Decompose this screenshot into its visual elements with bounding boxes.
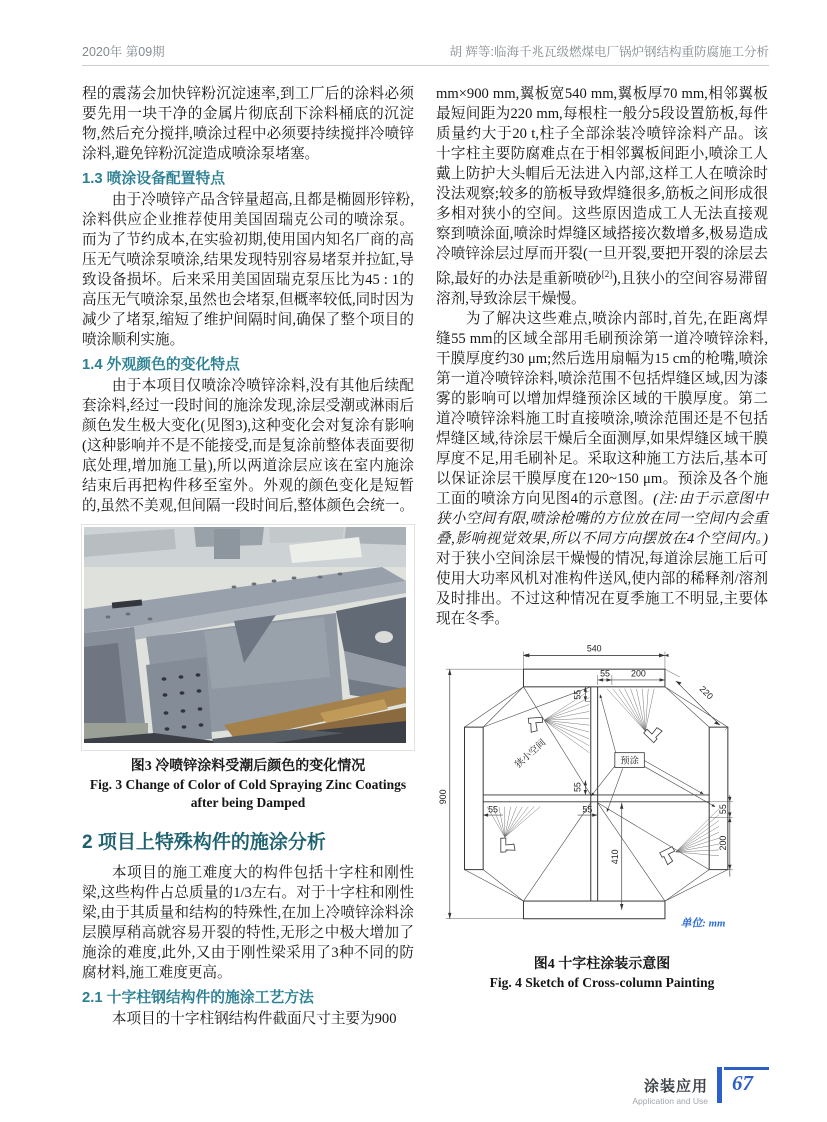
page-footer [632, 1067, 769, 1106]
section-heading-2-1: 2.1 十字柱钢结构件的施涂工艺方法 [82, 990, 314, 1006]
paragraph: 本项目的十字柱钢结构件截面尺寸主要为900 [111, 1011, 397, 1027]
figure3-photo [82, 525, 414, 750]
dimension-410 [610, 803, 624, 910]
dimension-55-below-center [578, 804, 598, 816]
journal-section-cn: 涂装应用 [643, 1078, 708, 1095]
paragraph: mm×900 mm,翼板宽540 mm,翼板厚70 mm,相邻翼板最短间距为220 mm,每根柱一般分5段设置筋板,每件质量约大于20 t,柱子全部涂装冷喷锌涂料产品。该十字柱主要防腐难点在于相邻翼板间距小,喷涂工人戴上防护大头帽后无法进入内部,这样工人在喷涂时没法观察;较多的筋板导致焊缝很多,筋板之间形成很多相对狭小的空间。这些原因造成工人无法直接观察到喷涂面,喷涂时焊缝区域搭接次数增多,极易造成冷喷锌涂层过厚而开裂(一旦开裂,要把开裂的涂层去除,最好的办法是重新喷砂[2]),且狭小的空间容易滞留溶剂,导致涂层干燥慢。 [436, 86, 768, 307]
header-issue: 2020年 第09期 [82, 45, 165, 59]
svg-text:200: 200 [717, 835, 728, 851]
left-column [82, 84, 414, 1029]
section-heading-1-3: 1.3 喷涂设备配置特点 [82, 171, 226, 187]
page-number: 67 [724, 1067, 769, 1104]
paragraph: 程的震荡会加快锌粉沉淀速率,到工厂后的涂料必须要先用一块干净的金属片彻底刮下涂料桶底的沉淀物,然后充分搅拌,喷涂过程中必须要持续搅拌冷喷锌涂料,避免锌粉沉淀造成喷涂泵堵塞。 [82, 86, 414, 162]
figure3-caption-cn: 图3 冷喷锌涂料受潮后颜色的变化情况 [130, 759, 366, 774]
svg-text:200: 200 [631, 668, 646, 679]
figure4-caption-en: Fig. 4 Sketch of Cross-column Painting [489, 974, 715, 990]
figure4-diagram [436, 639, 768, 948]
note-italic-text: (注:由于示意图中狭小空间有限,喷涂枪嘴的方位放在同一空间内会重叠,影响视觉效果,所以不同方向摆放在4个空间内。) [436, 490, 768, 547]
section-heading-2: 2 项目上特殊构件的施涂分析 [82, 832, 326, 853]
footer-accent-bar [717, 1067, 722, 1103]
spray-gun-icon [607, 689, 665, 744]
svg-text:220: 220 [697, 683, 716, 702]
svg-text:55: 55 [582, 804, 593, 815]
figure3-caption-en-1: Fig. 3 Change of Color of Cold Spraying Zinc Coatings [89, 777, 407, 792]
header-rule [82, 65, 769, 66]
paragraph: 由于本项目仅喷涂冷喷锌涂料,没有其他后续配套涂料,经过一段时间的施涂发现,涂层受潮或淋雨后颜色发生极大变化(见图3),这种变化会对复涂有影响(这种影响并不是不能接受,而是复涂前整体表面要彻底处理,增加施工量),所以两道涂层应该在室内施涂结束后再把构件移至室外。外观的颜色变化是短暂的,虽然不美观,但间隔一段时间后,整体颜色会统一。 [82, 378, 415, 514]
paragraph: 本项目的施工难度大的构件包括十字柱和刚性梁,这些构件占总质量的1/3左右。对于十字柱和刚性梁,由于其质量和结构的特殊性,在加上冷喷锌涂料涂层膜厚稍高就容易开裂的特性,无形之中极大增加了施涂的难度,此外,又由于刚性梁采用了3种不同的防腐材料,施工难度更高。 [82, 865, 414, 981]
svg-text:410: 410 [609, 849, 620, 865]
figure3-caption-en-2: after being Damped [190, 795, 306, 810]
svg-text:55: 55 [572, 689, 583, 700]
dimension-55-200-right [709, 795, 733, 877]
steel-beams-photo [84, 527, 406, 743]
precoat-label [591, 695, 715, 812]
narrow-space-label: 狭小空间 [513, 737, 548, 770]
paragraph: 为了解决这些难点,喷涂内部时,首先,在距离焊缝55 mm的区域全部用毛刷预涂第一道冷喷锌涂料,干膜厚度约30 μm;然后选用扇幅为15 cm的枪嘴,喷涂第一道冷喷锌涂料,喷涂范围不包括焊缝区域,因为漆雾的影响可以增加焊缝预涂区域的干膜厚度。第二道冷喷锌涂料施工时直接喷涂,喷涂范围还是不包括焊缝区域,待涂层干燥后全面测厚,如果焊缝区域干膜厚度不足,用毛刷补足。采取这种施工方法后,基本可以保证涂层干膜厚度在120~150 μm。预涂及各个施工面的喷涂方向见图4的示意图。(注:由于示意图中狭小空间有限,喷涂枪嘴的方位放在同一空间内会重叠,影响视觉效果,所以不同方向摆放在4个空间内。)对于狭小空间涂层干燥慢的情况,每道涂层施工后可使用大功率风机对准构件送风,使内部的稀释剂/溶剂及时排出。不过这种情况在夏季施工不明显,主要体现在冬季。 [436, 310, 768, 627]
journal-section-label [632, 1075, 708, 1106]
header-running-title: 胡 辉等:临海千兆瓦级燃煤电厂锅炉钢结构重防腐施工分析 [449, 45, 769, 59]
dimension-55-200-top [598, 668, 665, 684]
cross-column-sketch [436, 639, 776, 943]
dimension-900 [438, 669, 524, 919]
paragraph: 由于冷喷锌产品含锌量超高,且都是椭圆形锌粉,涂料供应企业推荐使用美国固瑞克公司的喷涂泵。而为了节约成本,在实验初期,使用国内知名厂商的高压无气喷涂泵喷涂,结果发现特别容易堵泵并拉缸,导致设备损坏。后来采用美国固瑞克泵压比为45 : 1的高压无气喷涂泵,虽然也会堵泵,但概率较低,同时因为减少了堵泵,缩短了维护间隔时间,确保了整个项目的喷涂顺利实施。 [82, 192, 415, 348]
figure4-caption-cn: 图4 十字柱涂装示意图 [533, 956, 671, 972]
dimension-540 [523, 643, 665, 669]
citation-2: [2] [601, 269, 613, 279]
journal-section-en: Application and Use [632, 1096, 708, 1106]
section-heading-1-4: 1.4 外观颜色的变化特点 [82, 357, 240, 373]
svg-text:55: 55 [488, 804, 498, 815]
svg-text:540: 540 [586, 643, 602, 654]
svg-text:55: 55 [572, 782, 583, 792]
page-header [82, 42, 769, 66]
unit-label: 单位: mm [680, 917, 726, 930]
svg-text:900: 900 [437, 789, 448, 805]
svg-text:55: 55 [717, 804, 728, 814]
svg-text:预涂: 预涂 [620, 755, 639, 766]
two-column-content [82, 84, 768, 1029]
dimension-55-web-mid [572, 780, 587, 794]
right-column [436, 84, 768, 1029]
dimension-55-web-upper [572, 687, 590, 701]
svg-text:55: 55 [600, 668, 610, 679]
